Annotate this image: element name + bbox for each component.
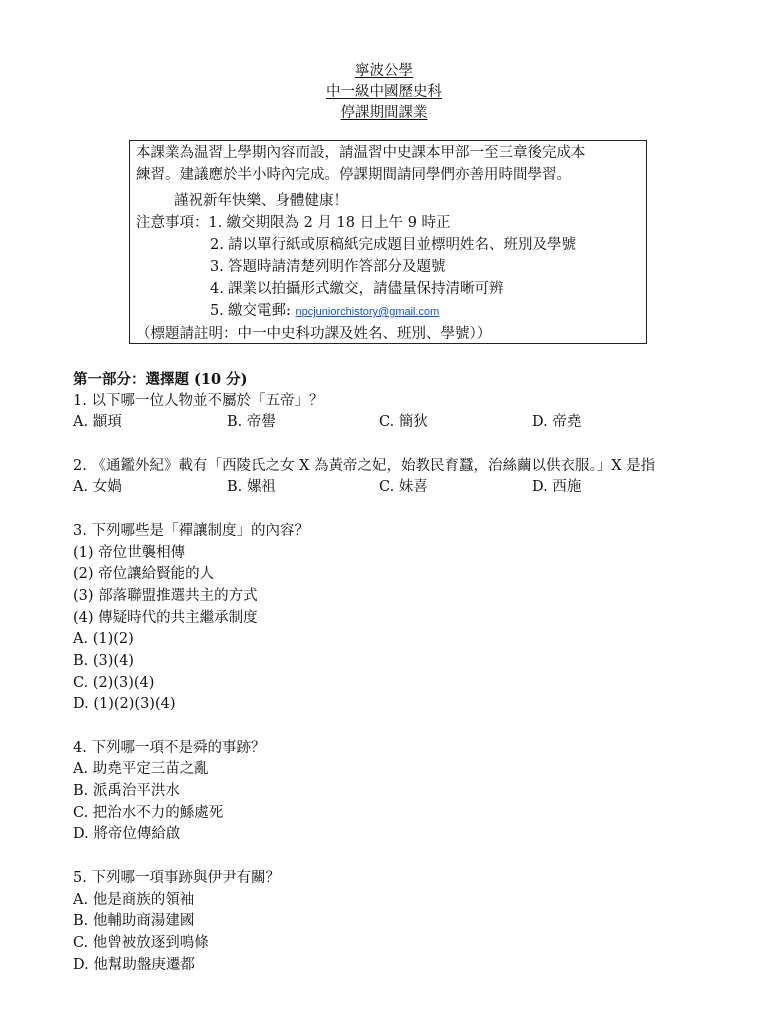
note-number: 5. bbox=[210, 303, 224, 319]
option-a: A. 女媧 bbox=[73, 479, 122, 496]
intro-line-2: 練習。建議應於半小時內完成。停課期間請同學們亦善用時間學習。 bbox=[136, 167, 571, 183]
option-c: C. 把治水不力的鯀處死 bbox=[73, 804, 224, 821]
wish-text: 謹祝新年快樂、身體健康！ bbox=[174, 193, 348, 209]
question-1: 1. 以下哪一位人物並不屬於「五帝」？ bbox=[73, 392, 324, 409]
question-4: 4. 下列哪一項不是舜的事跡？ bbox=[73, 739, 266, 756]
option-b: B. 嫘祖 bbox=[227, 479, 276, 496]
option-d: D. 西施 bbox=[532, 479, 582, 496]
option-d: D. 將帝位傳給啟 bbox=[73, 826, 181, 843]
note-row-3 bbox=[136, 256, 640, 278]
school-name: 寧波公學 bbox=[355, 63, 413, 79]
option-a: A. 顓頊 bbox=[73, 414, 122, 431]
statement-1: (1) 帝位世襲相傳 bbox=[73, 544, 186, 561]
option-c: C. 妹喜 bbox=[379, 479, 428, 496]
option-c: C. (2)(3)(4) bbox=[73, 674, 155, 691]
note-number: 1. bbox=[208, 215, 223, 231]
option-a: A. 他是商族的領袖 bbox=[73, 891, 195, 908]
note-row-2 bbox=[136, 234, 640, 256]
option-b: B. 帝嚳 bbox=[227, 414, 276, 431]
statement-2: (2) 帝位讓給賢能的人 bbox=[73, 566, 215, 583]
question-2: 2. 《通鑑外紀》載有「西陵氏之女 X 為黃帝之妃，始教民育蠶，治絲繭以供衣服。」X 是指 bbox=[73, 457, 656, 474]
option-b: B. 派禹治平洪水 bbox=[73, 783, 180, 800]
option-d: D. (1)(2)(3)(4) bbox=[73, 696, 176, 713]
option-a: A. (1)(2) bbox=[73, 631, 134, 648]
option-c: C. 簡狄 bbox=[379, 414, 428, 431]
notice-box bbox=[129, 140, 647, 344]
note-text: 請以單行紙或原稿紙完成題目並標明姓名、班別及學號 bbox=[228, 237, 576, 253]
subject-note: （標題請註明：中一中史科功課及姓名、班別、學號）） bbox=[136, 326, 492, 342]
option-d: D. 他幫助盤庚遷都 bbox=[73, 956, 195, 973]
document-header bbox=[0, 61, 768, 124]
note-number: 3. bbox=[210, 259, 224, 275]
option-b: B. 他輔助商湯建國 bbox=[73, 913, 195, 930]
email-link[interactable]: npcjuniorchistory@gmail.com bbox=[295, 306, 440, 318]
section-title: 第一部分：選擇題 (10 分) bbox=[73, 371, 248, 388]
question-section bbox=[73, 369, 713, 976]
document-title: 停課期間課業 bbox=[340, 105, 428, 121]
note-text: 繳交電郵: bbox=[228, 303, 296, 319]
option-c: C. 他曾被放逐到鳴條 bbox=[73, 934, 209, 951]
statement-4: (4) 傳疑時代的共主繼承制度 bbox=[73, 609, 258, 626]
intro-line-1: 本課業為温習上學期內容而設，請温習中史課本甲部一至三章後完成本 bbox=[136, 145, 586, 161]
question-3: 3. 下列哪些是「禪讓制度」的內容？ bbox=[73, 522, 309, 539]
note-text: 課業以拍攝形式繳交，請儘量保持清晰可辨 bbox=[228, 281, 504, 297]
option-b: B. (3)(4) bbox=[73, 652, 134, 669]
question-1-options bbox=[73, 412, 713, 434]
note-text: 繳交期限為 2 月 18 日上午 9 時正 bbox=[226, 215, 451, 231]
note-text: 答題時請清楚列明作答部分及題號 bbox=[228, 259, 446, 275]
question-5: 5. 下列哪一項事跡與伊尹有關？ bbox=[73, 869, 280, 886]
note-row-1 bbox=[136, 212, 640, 234]
note-row-5 bbox=[136, 300, 640, 323]
note-number: 4. bbox=[210, 281, 224, 297]
notes-label: 注意事項： bbox=[136, 215, 209, 231]
statement-3: (3) 部落聯盟推選共主的方式 bbox=[73, 587, 258, 604]
option-d: D. 帝堯 bbox=[532, 414, 582, 431]
question-2-options bbox=[73, 477, 713, 499]
note-row-4 bbox=[136, 278, 640, 300]
note-number: 2. bbox=[210, 237, 224, 253]
option-a: A. 助堯平定三苗之亂 bbox=[73, 761, 209, 778]
subject-name: 中一級中國歷史科 bbox=[326, 84, 442, 100]
